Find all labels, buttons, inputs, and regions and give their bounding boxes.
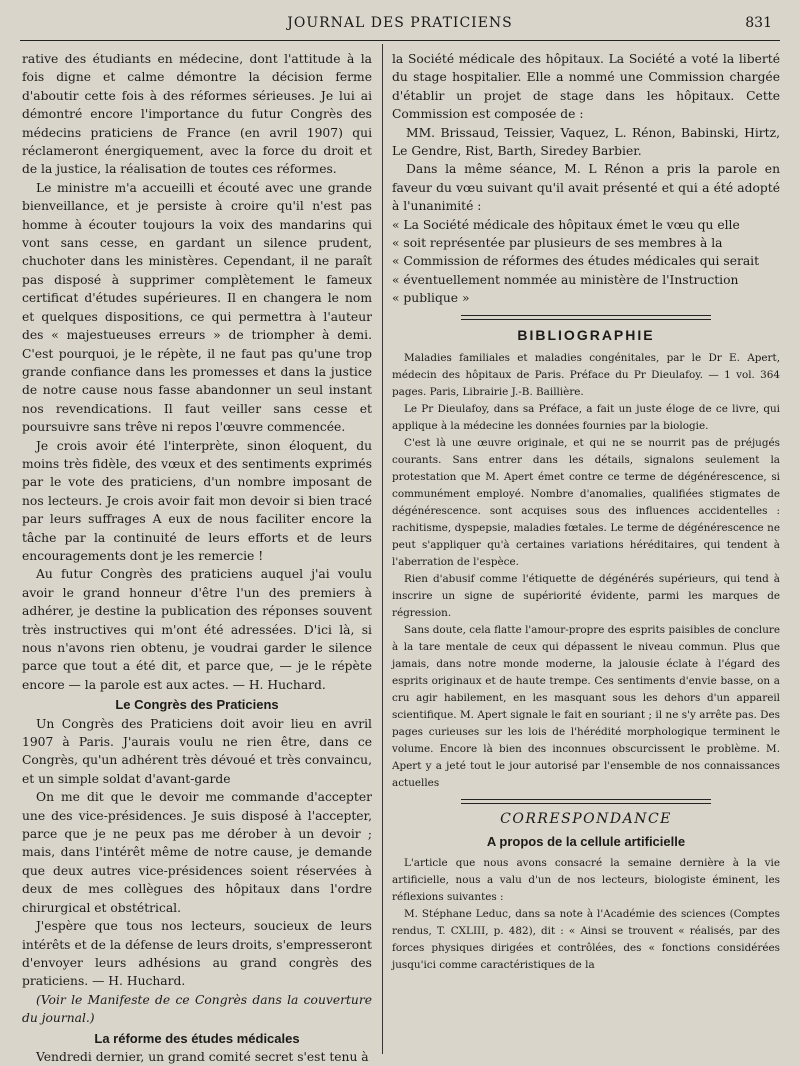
left-column	[22, 50, 372, 1066]
page-number: 831	[745, 15, 772, 31]
correspondance-heading: CORRESPONDANCE	[500, 811, 672, 828]
paragraph: Sans doute, cela flatte l'amour-propre des esprits paisibles de conclure à la tare mentale de ceux qui dépassent le niveau commun. Plus que jamais, dans notre monde moderne, la jalousie éclate à l'égard des esprits originaux et de haute trempe. Ces sentiments d'envie basse, on a cru agir habilement, en les masquant sous les dehors d'un appareil scientifique. M. Apert signale le fait en souriant ; il ne s'y arrête pas. Des pages curieuses sur les lois de l'hérédité morphologique terminent le volume. Encore là bien des inconnues obscurcissent le problème. M. Apert y a jeté tout le jour autorisé par l'ensemble de nos connaissances actuelles	[392, 624, 780, 790]
paragraph: Au futur Congrès des praticiens auquel j'ai voulu avoir le grand honneur d'être l'un des premiers à adhérer, je destine la publication des réponses souvent très instructives qui m'ont été adressées. D'ici là, si nous n'avons rien obtenu, je voudrai garder le silence parce que tout a été dit, et parce que, — je le répète encore — la parole est aux actes. — H. Huchard.	[22, 567, 372, 692]
paragraph: L'article que nous avons consacré la semaine dernière à la vie artificielle, nous a valu d'un de nos lecteurs, biologiste éminent, les réflexions suivantes :	[392, 856, 780, 903]
resolution-quote	[392, 216, 780, 308]
quote-line: « éventuellement nommée au ministère de l'Instruction	[392, 272, 739, 287]
paragraph: Rien d'abusif comme l'étiquette de dégénérés supérieurs, qui tend à inscrire un signe de supériorité évidente, parmi les marques de régression.	[392, 573, 780, 620]
section-heading-congres: Le Congrès des Praticiens	[115, 697, 279, 713]
paragraph: MM. Brissaud, Teissier, Vaquez, L. Rénon, Babinski, Hirtz, Le Gendre, Rist, Barth, Siredey Barbier.	[392, 125, 780, 159]
paragraph: J'espère que tous nos lecteurs, soucieux de leurs intérêts et de la défense de leurs droits, s'empresseront d'envoyer leurs adhésions au grand congrès des praticiens. — H. Huchard.	[22, 919, 372, 989]
paragraph: On me dit que le devoir me commande d'accepter une des vice-présidences. Je suis disposé à l'accepter, parce que je ne peux pas me dérober à un devoir ; mais, dans l'intérêt même de notre cause, je demande que deux autres vice-présidences soient réservées à deux de mes collègues des hôpitaux dans l'ordre chirurgical et obstétrical.	[22, 790, 372, 915]
correspondance-section	[392, 855, 780, 974]
paragraph: Je crois avoir été l'interprète, sinon éloquent, du moins très fidèle, des vœux et des sentiments exprimés par le vote des praticiens, d'un nombre imposant de nos lecteurs. Je crois avoir fait mon devoir si bien tracé par leurs suffrages A eux de nous faciliter encore la tâche par la continuité de leurs efforts et de leurs encouragements dont je les remercie !	[22, 438, 372, 563]
correspondance-subheading: A propos de la cellule artificielle	[486, 833, 686, 849]
column-rule	[382, 44, 383, 1054]
paragraph: la Société médicale des hôpitaux. La Société a voté la liberté du stage hospitalier. Elle a nommé une Commission chargée d'établir un projet de stage dans les hôpitaux. Cette Commission est composée de :	[392, 52, 780, 122]
quote-line: « Commission de réformes des études médicales qui serait	[392, 254, 760, 269]
bibliographie-section	[392, 350, 780, 792]
paragraph: Un Congrès des Praticiens doit avoir lieu en avril 1907 à Paris. J'aurais voulu ne rien être, dans ce Congrès, qu'un adhérent très dévoué et très convaincu, et un simple soldat d'avant-garde	[22, 716, 372, 786]
journal-title: JOURNAL DES PRATICIENS	[287, 15, 513, 31]
quote-line: « La Société médicale des hôpitaux émet le vœu qu elle	[392, 217, 740, 232]
right-column	[392, 50, 780, 974]
quote-line: « publique »	[392, 291, 470, 306]
paragraph: Le ministre m'a accueilli et écouté avec une grande bienveillance, et je persiste à croire qu'il n'est pas homme à écouter toujours la voix des mandarins qui vont sans cesse, en gardant un silence prudent, chuchoter dans les ministères. Cependant, il ne paraît pas disposé à supprimer complètement le fameux certificat d'études supérieures. Il en changera le nom et quelques dispositions, ce qui permettra à l'auteur des « majestueuses erreurs » de triompher à demi. C'est pourquoi, je le répète, il ne faut pas qu'une trop grande confiance dans les promesses et dans la justice de notre cause nous fasse abandonner un seul instant nos revendications. Il faut veiller sans cesse et poursuivre sans trêve ni repos l'œuvre commencée.	[22, 180, 372, 435]
divider	[461, 315, 711, 320]
paragraph: rative des étudiants en médecine, dont l'attitude à la fois digne et calme démontre la décision ferme d'aboutir cette fois à des réformes sérieuses. Je lui ai démontré encore l'importance du futur Congrès des médecins praticiens de France (en avril 1907) qui réclameront énergiquement, avec la force du droit et de la justice, la réalisation de toutes ces réformes.	[22, 52, 372, 177]
bibliographie-heading: BIBLIOGRAPHIE	[517, 326, 655, 343]
paragraph: Maladies familiales et maladies congénitales, par le Dr E. Apert, médecin des hôpitaux de Paris. Préface du Pr Dieulafoy. — 1 vol. 364 pages. Paris, Librairie J.-B. Baillière.	[392, 352, 780, 399]
quote-line: « soit représentée par plusieurs de ses membres à la	[392, 236, 723, 251]
paragraph: C'est là une œuvre originale, et qui ne se nourrit pas de préjugés courants. Sans entrer dans les détails, signalons seulement la protestation que M. Apert émet contre ce terme de dégénérescence, si communément employé. Nombre d'anomalies, qualifiées stigmates de dégénérescence. sont acquises sous des influences accidentelles : rachitisme, dyspepsie, maladies fœtales. Le terme de dégénérescence ne peut s'appliquer qu'à certaines variations héréditaires, qui tendent à l'aberration de l'espèce.	[392, 437, 780, 569]
running-header	[0, 10, 800, 38]
header-rule	[20, 40, 780, 41]
section-heading-reforme: La réforme des études médicales	[94, 1030, 300, 1046]
paragraph-note: (Voir le Manifeste de ce Congrès dans la couverture du journal.)	[22, 992, 372, 1026]
divider	[461, 799, 711, 804]
paragraph: M. Stéphane Leduc, dans sa note à l'Académie des sciences (Comptes rendus, T. CXLIII, p. 482), dit : « Ainsi se trouvent « réalisés, par des forces physiques dirigées et contrôlées, des « fonctions considérées jusqu'ici comme caractéristiques de la	[392, 907, 780, 971]
paragraph: Dans la même séance, M. L Rénon a pris la parole en faveur du vœu suivant qu'il avait présenté et qui a été adopté à l'unanimité :	[392, 162, 780, 214]
paragraph: Vendredi dernier, un grand comité secret s'est tenu à	[36, 1049, 369, 1064]
paragraph: Le Pr Dieulafoy, dans sa Préface, a fait un juste éloge de ce livre, qui applique à la médecine les données fournies par la biologie.	[392, 403, 780, 433]
